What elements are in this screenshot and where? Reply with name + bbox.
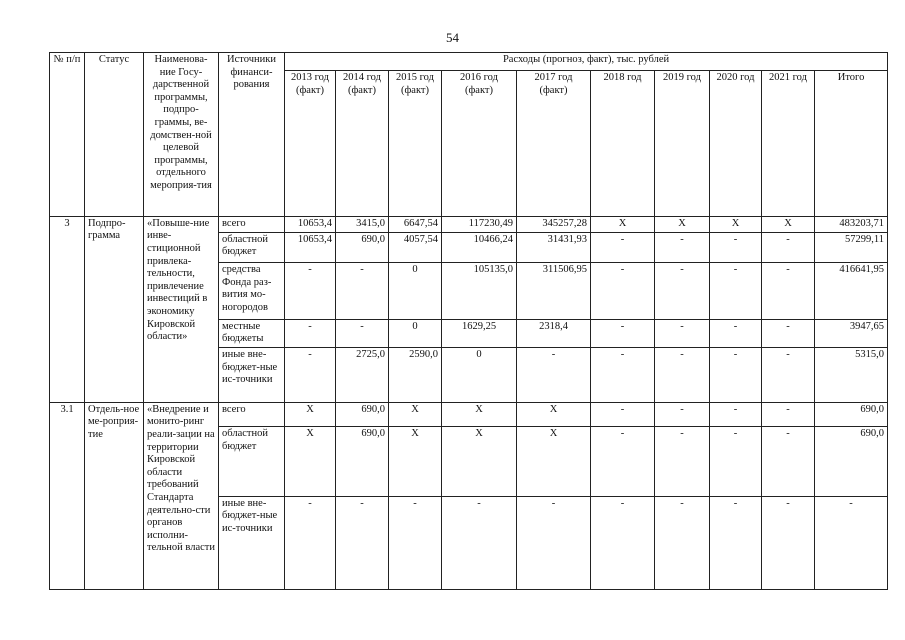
total-cell: 690,0: [815, 402, 888, 426]
value-cell: -: [655, 319, 710, 348]
value-cell: 31431,93: [517, 232, 591, 262]
table-row: [50, 216, 888, 232]
value-cell: X: [591, 216, 655, 232]
value-cell: -: [336, 262, 389, 319]
row-name: «Повыше-ние инве-стиционной привлека-тельности, привлечение инвестиций в экономику Кировской области»: [144, 216, 219, 402]
header-year: 2016 год (факт): [442, 71, 517, 217]
value-cell: 0: [442, 348, 517, 403]
source-cell: местные бюджеты: [219, 319, 285, 348]
value-cell: 0: [389, 262, 442, 319]
value-cell: -: [336, 319, 389, 348]
value-cell: -: [655, 232, 710, 262]
source-cell: всего: [219, 402, 285, 426]
source-cell: всего: [219, 216, 285, 232]
value-cell: X: [389, 402, 442, 426]
value-cell: 345257,28: [517, 216, 591, 232]
value-cell: -: [285, 348, 336, 403]
value-cell: 2725,0: [336, 348, 389, 403]
value-cell: -: [710, 348, 762, 403]
value-cell: -: [762, 496, 815, 589]
value-cell: -: [762, 427, 815, 497]
value-cell: 10653,4: [285, 232, 336, 262]
source-cell: областной бюджет: [219, 232, 285, 262]
row-num: 3: [50, 216, 85, 402]
header-num: № п/п: [50, 53, 85, 217]
value-cell: X: [442, 427, 517, 497]
value-cell: -: [591, 427, 655, 497]
value-cell: -: [389, 496, 442, 589]
value-cell: X: [285, 427, 336, 497]
value-cell: 3415,0: [336, 216, 389, 232]
value-cell: 4057,54: [389, 232, 442, 262]
value-cell: -: [710, 496, 762, 589]
header-year: 2014 год (факт): [336, 71, 389, 217]
value-cell: -: [762, 348, 815, 403]
header-expenses: Расходы (прогноз, факт), тыс. рублей: [285, 53, 888, 71]
value-cell: -: [591, 262, 655, 319]
value-cell: -: [710, 319, 762, 348]
value-cell: -: [655, 402, 710, 426]
value-cell: -: [762, 319, 815, 348]
value-cell: X: [762, 216, 815, 232]
value-cell: -: [710, 402, 762, 426]
table-row: [50, 402, 888, 426]
total-cell: 690,0: [815, 427, 888, 497]
header-total: Итого: [815, 71, 888, 217]
source-cell: иные вне-бюджет-ные ис-точники: [219, 496, 285, 589]
value-cell: 2590,0: [389, 348, 442, 403]
header-year: 2020 год: [710, 71, 762, 217]
value-cell: -: [591, 496, 655, 589]
value-cell: -: [655, 348, 710, 403]
value-cell: X: [285, 402, 336, 426]
row-num: 3.1: [50, 402, 85, 589]
value-cell: 0: [389, 319, 442, 348]
value-cell: -: [710, 427, 762, 497]
value-cell: X: [517, 427, 591, 497]
value-cell: -: [442, 496, 517, 589]
value-cell: X: [442, 402, 517, 426]
value-cell: 10466,24: [442, 232, 517, 262]
total-cell: -: [815, 496, 888, 589]
value-cell: -: [285, 496, 336, 589]
header-year: 2013 год (факт): [285, 71, 336, 217]
header-name: Наименова-ние Госу-дарственной программы, подпро-граммы, ве-домствен-ной целевой программы, отдельного мероприя-тия: [144, 53, 219, 217]
source-cell: областной бюджет: [219, 427, 285, 497]
value-cell: 117230,49: [442, 216, 517, 232]
value-cell: 690,0: [336, 402, 389, 426]
source-cell: иные вне-бюджет-ные ис-точники: [219, 348, 285, 403]
header-year: 2015 год (факт): [389, 71, 442, 217]
header-year: 2021 год: [762, 71, 815, 217]
value-cell: -: [655, 496, 710, 589]
value-cell: 105135,0: [442, 262, 517, 319]
value-cell: -: [517, 348, 591, 403]
page-number: 54: [446, 30, 459, 45]
value-cell: 10653,4: [285, 216, 336, 232]
value-cell: 2318,4: [517, 319, 591, 348]
header-status: Статус: [85, 53, 144, 217]
value-cell: -: [710, 232, 762, 262]
value-cell: 690,0: [336, 232, 389, 262]
value-cell: -: [285, 319, 336, 348]
value-cell: -: [762, 232, 815, 262]
value-cell: X: [655, 216, 710, 232]
value-cell: -: [591, 319, 655, 348]
total-cell: 416641,95: [815, 262, 888, 319]
value-cell: -: [710, 262, 762, 319]
value-cell: 311506,95: [517, 262, 591, 319]
row-status: Подпро-грамма: [85, 216, 144, 402]
header-year: 2017 год (факт): [517, 71, 591, 217]
value-cell: -: [762, 402, 815, 426]
budget-table: [49, 52, 888, 590]
value-cell: -: [591, 402, 655, 426]
value-cell: X: [517, 402, 591, 426]
value-cell: -: [591, 348, 655, 403]
value-cell: X: [710, 216, 762, 232]
source-cell: средства Фонда раз-вития мо-ногородов: [219, 262, 285, 319]
value-cell: -: [655, 427, 710, 497]
table-header-row: [50, 53, 888, 71]
value-cell: 6647,54: [389, 216, 442, 232]
row-status: Отдель-ное ме-роприя-тие: [85, 402, 144, 589]
value-cell: -: [655, 262, 710, 319]
row-name: «Внедрение и монито-ринг реали-зации на территории Кировской области требований Стандарта деятельно-сти органов исполни-тельной власти: [144, 402, 219, 589]
header-source: Источники финанси-рования: [219, 53, 285, 217]
total-cell: 5315,0: [815, 348, 888, 403]
value-cell: X: [389, 427, 442, 497]
header-year: 2018 год: [591, 71, 655, 217]
value-cell: -: [762, 262, 815, 319]
total-cell: 483203,71: [815, 216, 888, 232]
value-cell: -: [591, 232, 655, 262]
value-cell: 690,0: [336, 427, 389, 497]
value-cell: 1629,25: [442, 319, 517, 348]
value-cell: -: [285, 262, 336, 319]
value-cell: -: [517, 496, 591, 589]
total-cell: 57299,11: [815, 232, 888, 262]
value-cell: -: [336, 496, 389, 589]
total-cell: 3947,65: [815, 319, 888, 348]
header-year: 2019 год: [655, 71, 710, 217]
